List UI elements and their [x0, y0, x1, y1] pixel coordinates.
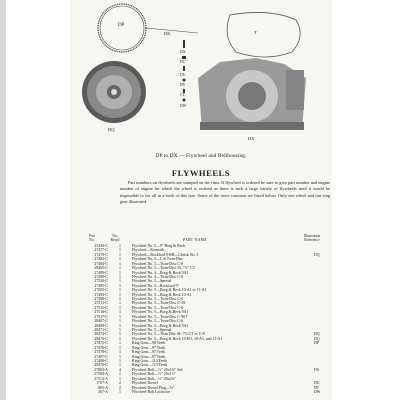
part-description: Flywheel No. 5—9" Borg & Beck [132, 244, 186, 248]
intro-paragraph: Part numbers on flywheels are stamped on the rims. If flywheel is ordered be sure to give part number and engine number of engine for which the wheel is ordered as there is such a large variety of flywheels used it would be impossible to list all in a book of this size. Some of the more common are listed below. Only one wheel and one ring gear illustrated. [120, 180, 330, 205]
part-description: Flywheel No. 5—Borg & Beck 9A1 [132, 310, 189, 315]
quantity: 1 [119, 350, 121, 355]
part-number: 27484-C [94, 261, 108, 266]
illustration-ref: DT [314, 385, 320, 390]
quantity: 1 [119, 252, 121, 257]
label-dp: DP [118, 23, 125, 28]
part-number: 27490-C [94, 274, 108, 279]
label-dx: DX [248, 136, 255, 141]
quantity: 1 [119, 345, 121, 350]
column-header-no-reqd: No. Req'd [110, 234, 120, 243]
part-description: Flywheel Bolt—½"-20x2¼" [132, 376, 177, 381]
quantity: 1 [119, 288, 121, 293]
flywheel-bellhousing-illustration [70, 0, 332, 150]
catalog-page [70, 0, 332, 400]
part-description: Flywheel No. 5—Special [132, 279, 172, 284]
part-description: Flywheel Dowel Plug—⅜" [132, 385, 175, 390]
part-number: 28476-C [94, 336, 108, 341]
part-description: Ring Gear—113 Teeth [132, 358, 168, 363]
illustration-ref: DW [314, 389, 321, 394]
part-number: 27498-C [94, 297, 108, 302]
quantity: 1 [119, 341, 121, 346]
part-number: 27511-C [94, 301, 108, 306]
illustration-ref: DQ [314, 336, 320, 341]
part-number: 28470-C [94, 363, 108, 368]
quantity: 1 [119, 257, 121, 262]
part-number: 27476-C [94, 345, 108, 350]
part-number: 27505-C [94, 288, 108, 293]
quantity: 1 [119, 363, 121, 368]
part-number: 27490-C [94, 358, 108, 363]
part-description: Flywheel No. 5—Twin-Disc C-6 [132, 261, 184, 266]
part-description: Flywheel Dowel [132, 381, 158, 386]
quantity: 1 [119, 297, 121, 302]
part-description: Ring Gear—97 Teeth [132, 350, 166, 355]
part-number: 27493-C [94, 292, 108, 297]
part-number: 28465-C [94, 266, 108, 271]
part-description: Flywheel—Kermath [132, 248, 164, 253]
label-stack-4: CT [180, 93, 185, 97]
part-number: 27479-C [94, 252, 108, 257]
quantity: 1 [119, 310, 121, 315]
part-description: Flywheel No. 4—Borg & Beck 9A1 [132, 270, 189, 275]
part-description: Flywheel No. 5—Twin-Disc C-96T [132, 314, 188, 319]
quantity: 2 [119, 381, 121, 386]
quantity: 1 [119, 261, 121, 266]
part-number: 28474-C [94, 332, 108, 337]
part-description: Ring Gear—113 Teeth [132, 363, 168, 368]
part-description: Flywheel No. 5—Twin-Disc C-6 [132, 305, 184, 310]
part-number: 27478-C [94, 350, 108, 355]
quantity: 1 [119, 323, 121, 328]
quantity: 1 [119, 354, 121, 359]
quantity: 1 [119, 274, 121, 279]
part-number: 27489-C [94, 270, 108, 275]
quantity: 1 [119, 292, 121, 297]
quantity: 1 [119, 305, 121, 310]
label-stack-5: DW [180, 104, 187, 108]
quantity: 1 [119, 301, 121, 306]
label-dk: DK [164, 31, 171, 36]
illustration-ref: DP [314, 341, 319, 346]
part-number: 27482-C [94, 257, 108, 262]
part-number: 27584-A [94, 372, 108, 377]
part-description: Flywheel No. 5—Twin-Disc C-6 [132, 319, 184, 324]
part-description: Flywheel No. 5—Twin-Disc C-59 [132, 301, 186, 306]
part-number: 1707-A [96, 381, 108, 386]
table-row [78, 390, 332, 394]
part-description: Flywheel No. 4—Twin-Disc C-6 [132, 274, 184, 279]
part-description: Flywheel No. 5—Twin-Disc SL 7½" CT [132, 266, 196, 271]
part-description: Flywheel No. 5—Borg & Beck 10-A1 [132, 292, 192, 297]
label-t: T [254, 30, 257, 35]
part-number: 27477-C [94, 248, 108, 253]
part-number: 25430-C [94, 244, 108, 248]
part-description: Flywheel No. 5—Rockford 9" [132, 283, 180, 288]
label-stack-1: DT [180, 60, 186, 64]
part-description: Ring Gear—97 Teeth [132, 345, 166, 350]
part-description: Flywheel Bolt—½"-20x1½" [132, 372, 177, 377]
part-description: Flywheel No. 5—Twin-Disc C-6 [132, 297, 184, 302]
part-number: 28471-C [94, 328, 108, 333]
part-number: 865-A [98, 385, 108, 390]
section-heading: FLYWHEELS [171, 168, 231, 178]
part-number: 267-A [98, 389, 108, 394]
label-stack-0: DX [180, 50, 186, 54]
quantity: 1 [119, 376, 121, 381]
part-number: 27003-A [94, 367, 108, 372]
label-stack-3: DV [180, 83, 186, 87]
part-description: Flywheel No. 5—Special [132, 328, 172, 333]
part-number: 27516-C [94, 310, 108, 315]
quantity: 1 [119, 389, 121, 394]
part-number: 28407-C [94, 319, 108, 324]
gasket-drawing [227, 12, 300, 57]
label-dq: DQ [108, 127, 115, 132]
part-number: 28409-C [94, 323, 108, 328]
quantity: 1 [119, 279, 121, 284]
quantity: 1 [119, 332, 121, 337]
part-description: Flywheel No. 5—Borg & Beck 9A1 [132, 323, 189, 328]
part-number: 27515-C [94, 305, 108, 310]
quantity: 1 [119, 248, 121, 253]
figure-caption: DP to DX — Flywheel and Bellhousing. [155, 153, 247, 159]
quantity: 1 [119, 283, 121, 288]
quantity: 1 [119, 266, 121, 271]
scan-edge [0, 0, 6, 400]
part-description: Ring Gear—97 Teeth [132, 354, 166, 359]
bellhousing-drawing [198, 58, 306, 130]
illustration-ref: DS [314, 367, 319, 372]
part-number: 27497-C [94, 354, 108, 359]
quantity: 1 [119, 270, 121, 275]
part-description: Flywheel Bolt Lockwire [132, 389, 171, 394]
part-description: Flywheel No. 5—C-6 Twin-Disc [132, 257, 184, 262]
column-header-illustration: Illustration Reference [303, 234, 321, 243]
part-description: Flywheel No. 5—Borg & Beck 10-A1 or 11-A1 [132, 288, 207, 293]
illustration-ref: DQ [314, 252, 320, 257]
illustration-ref: DU [314, 381, 320, 386]
part-number: 27514-A [94, 376, 108, 381]
part-description: Flywheel No. 5—Borg & Beck 10-EO, 10-A1, and 11-A1 [132, 336, 223, 341]
quantity: 2 [119, 385, 121, 390]
quantity: 1 [119, 244, 121, 248]
ring-gear-drawing [98, 4, 146, 52]
label-stack-2: DU [180, 73, 186, 77]
part-number: 27475-C [94, 341, 108, 346]
part-description: Flywheel—Rockford 9-RB—Chrisk No. 5 [132, 252, 199, 257]
quantity: 1 [119, 358, 121, 363]
part-description: Ring Gear—98 Teeth [132, 341, 166, 346]
part-number: 27495-C [94, 283, 108, 288]
quantity: 1 [119, 328, 121, 333]
quantity: 1 [119, 336, 121, 341]
illustration-ref: DQ [314, 332, 320, 337]
quantity: 4 [119, 367, 121, 372]
part-number: 27517-C [94, 314, 108, 319]
part-description: Flywheel No. 5—Twin Disc SL-7½ CT or C-8 [132, 332, 205, 337]
part-description: Flywheel Bolt—½"-20x1⅜" Std. [132, 367, 184, 372]
quantity: 1 [119, 319, 121, 324]
column-header-part-no: Part No. [88, 234, 96, 243]
parts-table [78, 244, 332, 394]
column-header-part-name: PART NAME [183, 238, 207, 242]
quantity: 1 [119, 372, 121, 377]
part-number: 27520-C [94, 279, 108, 284]
flywheel-drawing [82, 61, 146, 123]
quantity: 1 [119, 314, 121, 319]
